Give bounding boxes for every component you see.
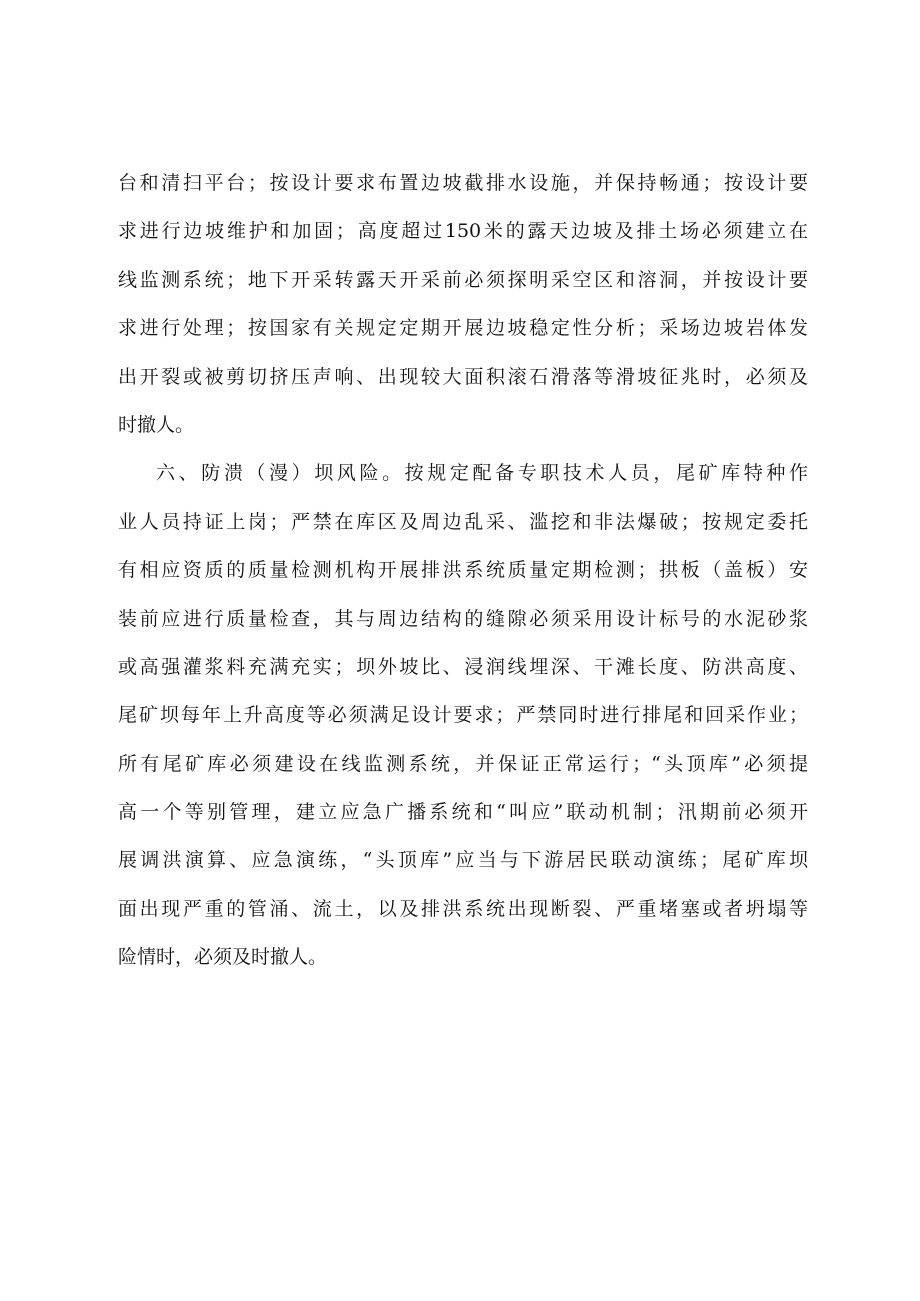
- text-line: 所有尾矿库必须建设在线监测系统，并保证正常运行；“头顶库”必须提: [118, 752, 808, 775]
- text-line: 时撤人。: [118, 413, 195, 436]
- document-body: [118, 159, 808, 982]
- text-line: 装前应进行质量检查，其与周边结构的缝隙必须采用设计标号的水泥砂浆: [118, 607, 808, 630]
- text-line: 求进行边坡维护和加固；高度超过150米的露天边坡及排土场必须建立在: [118, 220, 808, 243]
- text-line: 有相应资质的质量检测机构开展排洪系统质量定期检测；拱板（盖板）安: [118, 559, 808, 582]
- section-heading-line: 六、防溃（漫）坝风险。按规定配备专职技术人员，尾矿库特种作: [156, 462, 808, 485]
- text-line: 险情时，必须及时撤人。: [118, 946, 328, 969]
- text-line: 展调洪演算、应急演练，“头顶库”应当与下游居民联动演练；尾矿库坝: [118, 849, 808, 872]
- paragraph-slope-continued: [118, 159, 808, 449]
- paragraph-dam-risk: [118, 449, 808, 981]
- text-line: 线监测系统；地下开采转露天开采前必须探明采空区和溶洞，并按设计要: [118, 268, 808, 291]
- text-line: 求进行处理；按国家有关规定定期开展边坡稳定性分析；采场边坡岩体发: [118, 317, 808, 340]
- text-line: 业人员持证上岗；严禁在库区及周边乱采、滥挖和非法爆破；按规定委托: [118, 510, 808, 533]
- text-line: 出开裂或被剪切挤压声响、出现较大面积滚石滑落等滑坡征兆时，必须及: [118, 365, 808, 388]
- text-line: 高一个等别管理，建立应急广播系统和“叫应”联动机制；汛期前必须开: [118, 801, 808, 824]
- text-line: 面出现严重的管涌、流土，以及排洪系统出现断裂、严重堵塞或者坍塌等: [118, 897, 808, 920]
- text-line: 尾矿坝每年上升高度等必须满足设计要求；严禁同时进行排尾和回采作业；: [118, 704, 808, 727]
- text-line: 或高强灌浆料充满充实；坝外坡比、浸润线埋深、干滩长度、防洪高度、: [118, 655, 808, 678]
- text-line: 台和清扫平台；按设计要求布置边坡截排水设施，并保持畅通；按设计要: [118, 172, 808, 194]
